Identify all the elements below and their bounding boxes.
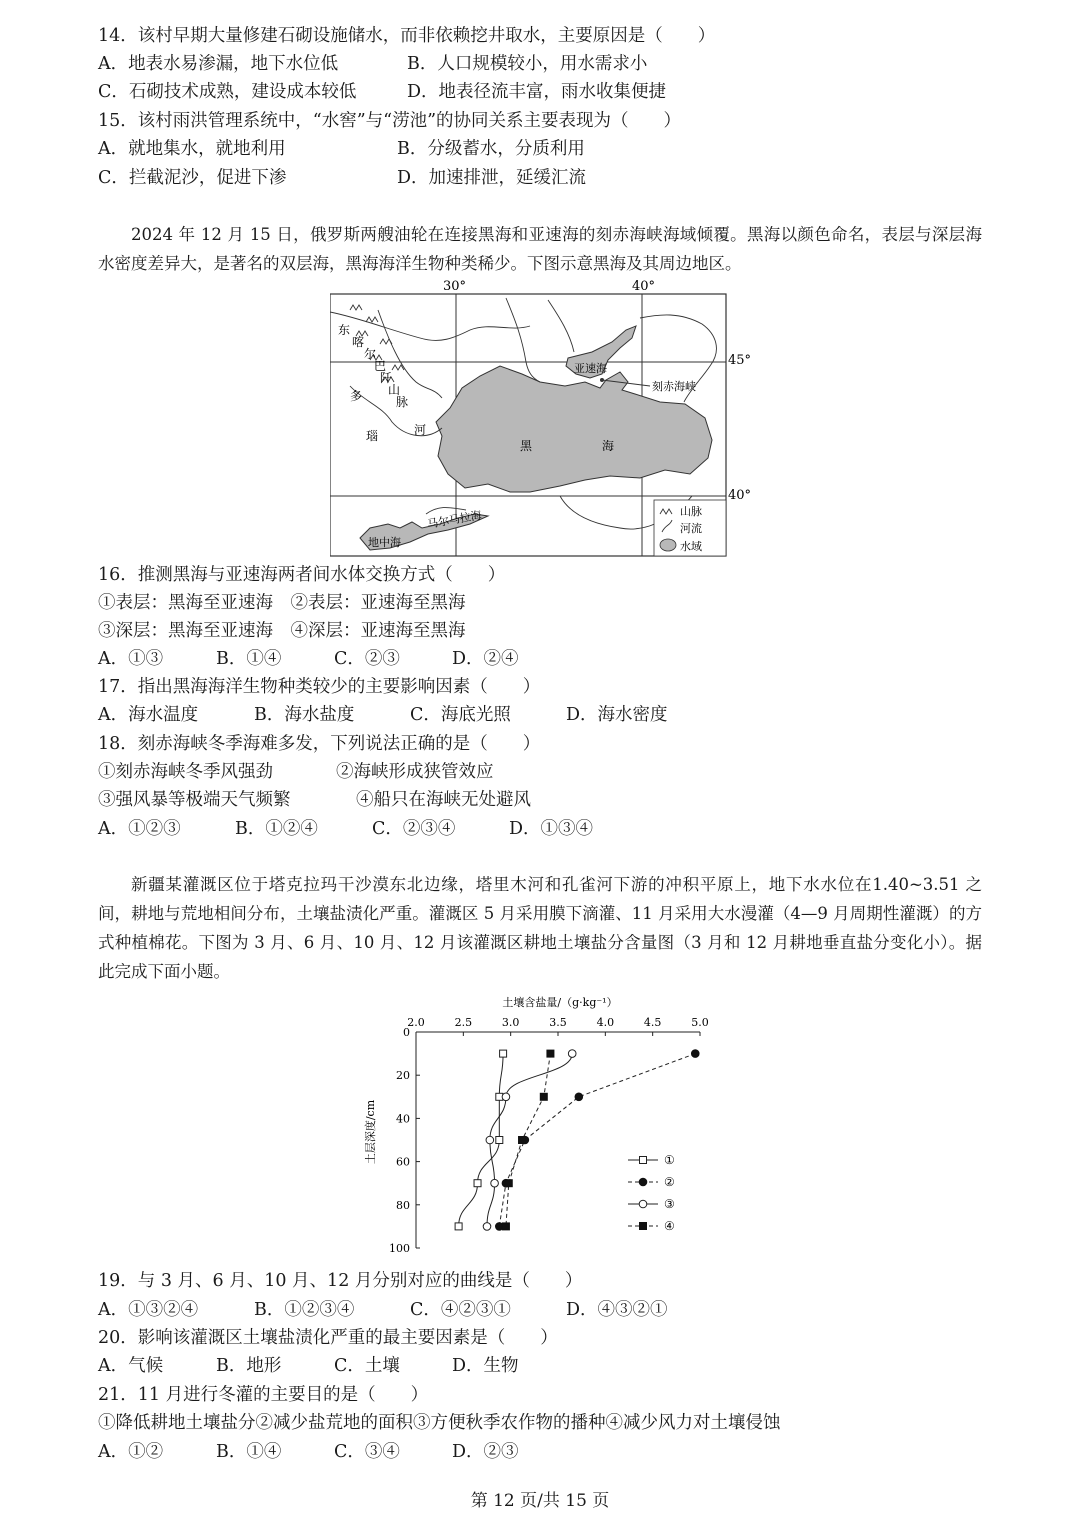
chart-point	[640, 1157, 647, 1164]
chart-point	[547, 1050, 554, 1057]
chart-x-tick-label: 4.0	[596, 1016, 615, 1029]
q18-option-d[interactable]: D．①③④	[509, 819, 594, 839]
map-label-marmara: 马尔马拉海	[426, 508, 483, 531]
q15-option-d[interactable]: D．加速排泄，延缓汇流	[397, 168, 587, 188]
q18-statement-3: ③强风暴等极端天气频繁	[98, 790, 291, 810]
map-lon-40: 40°	[632, 279, 656, 294]
map-label-char: 瑙	[366, 429, 379, 443]
q14-option-a[interactable]: A．地表水易渗漏，地下水位低	[98, 54, 339, 74]
chart-point	[568, 1050, 576, 1058]
map-label-black-sea: 海	[602, 439, 615, 453]
q21-statements: ①降低耕地土壤盐分②减少盐荒地的面积③方便秋季农作物的播种④减少风力对土壤侵蚀	[98, 1413, 781, 1433]
q16-option-a[interactable]: A．①③	[98, 649, 164, 669]
map-lat-45: 45°	[728, 353, 752, 368]
legend-river: 河流	[680, 522, 702, 535]
q20-stem: 20．影响该灌溉区土壤盐渍化严重的最主要因素是（ ）	[98, 1328, 558, 1348]
passage-xinjiang: 新疆某灌溉区位于塔克拉玛干沙漠东北边缘，塔里木河和孔雀河下游的冲积平原上，地下水水位在1.40~3.51 之间，耕地与荒地相间分布，土壤盐渍化严重。灌溉区 5 月采用膜下滴灌、11 月采用大水漫灌（4—9 月周期性灌溉）的方式种植棉花。下图为 3 月、6 月、10 月、12 月该灌溉区耕地土壤盐分含量图（3 月和 12 月耕地垂直盐分变化小）。据此完成下面小题。	[98, 875, 982, 981]
q20-option-d[interactable]: D．生物	[452, 1356, 519, 1376]
chart-point	[575, 1093, 583, 1101]
q19-option-d[interactable]: D．④③②①	[566, 1300, 668, 1320]
chart-point	[455, 1223, 462, 1230]
map-label-azov: 亚速海	[574, 362, 607, 375]
chart-legend-label: ②	[664, 1175, 675, 1189]
map-label-char: 山	[388, 383, 401, 397]
chart-legend-item	[628, 1175, 675, 1189]
chart-y-title: 土层深度/cm	[364, 1099, 377, 1165]
map-label-char: 东	[338, 323, 351, 337]
chart-x-title: 土壤含盐量/（g·kg⁻¹）	[502, 996, 618, 1009]
chart-legend-item	[628, 1219, 675, 1233]
chart-point	[505, 1180, 512, 1187]
map-label-kerch: 刻赤海峡	[652, 380, 696, 393]
legend-mountain: 山脉	[680, 505, 702, 518]
chart-point	[474, 1180, 481, 1187]
q18-stem: 18．刻赤海峡冬季海难多发，下列说法正确的是（ ）	[98, 734, 541, 754]
map-label-char: 喀	[352, 335, 365, 349]
chart-legend-item	[628, 1197, 675, 1211]
q15-option-c[interactable]: C．拦截泥沙，促进下渗	[98, 168, 287, 188]
q16-option-b[interactable]: B．①④	[216, 649, 282, 669]
q14-option-c[interactable]: C．石砌技术成熟，建设成本较低	[98, 82, 357, 102]
chart-legend-label: ①	[664, 1153, 675, 1167]
q16-statements-2: ③深层：黑海至亚速海 ④深层：亚速海至黑海	[98, 621, 466, 641]
map-legend	[654, 500, 726, 556]
q16-option-c[interactable]: C．②③	[334, 649, 400, 669]
q17-option-a[interactable]: A．海水温度	[98, 705, 199, 725]
q14-option-d[interactable]: D．地表径流丰富，雨水收集便捷	[407, 82, 667, 102]
map-lon-30: 30°	[443, 279, 467, 294]
q19-stem: 19．与 3 月、6 月、10 月、12 月分别对应的曲线是（ ）	[98, 1271, 583, 1291]
chart-x-tick-label: 2.0	[407, 1016, 425, 1029]
q15-option-a[interactable]: A．就地集水，就地利用	[98, 139, 286, 159]
chart-x-tick-label: 4.5	[643, 1016, 662, 1029]
q21-stem: 21．11 月进行冬灌的主要目的是（ ）	[98, 1385, 429, 1405]
q17-option-d[interactable]: D．海水密度	[566, 705, 668, 725]
map-label-char: 巴	[374, 359, 387, 373]
chart-point	[500, 1050, 507, 1057]
q18-option-a[interactable]: A．①②③	[98, 819, 181, 839]
map-label-char: 阡	[380, 371, 393, 385]
map-label-char: 多	[350, 389, 363, 403]
map-label-char: 河	[414, 423, 427, 437]
q20-option-c[interactable]: C．土壤	[334, 1356, 400, 1376]
black-sea-map	[330, 278, 760, 560]
q21-option-a[interactable]: A．①②	[98, 1442, 164, 1462]
map-label-black-sea: 黑	[520, 439, 533, 453]
q18-option-b[interactable]: B．①②④	[235, 819, 318, 839]
q16-option-d[interactable]: D．②④	[452, 649, 519, 669]
legend-water: 水域	[680, 540, 702, 553]
chart-y-tick-label: 80	[396, 1198, 410, 1212]
map-label-char: 脉	[396, 395, 409, 409]
chart-legend-item	[628, 1153, 675, 1167]
q16-statements-1: ①表层：黑海至亚速海 ②表层：亚速海至黑海	[98, 593, 466, 613]
q14-option-b[interactable]: B．人口规模较小，用水需求小	[407, 54, 648, 74]
chart-y-tick-label: 100	[389, 1242, 410, 1254]
chart-x-tick-label: 3.5	[549, 1016, 567, 1029]
q18-statement-2: ②海峡形成狭管效应	[336, 762, 494, 782]
q17-option-c[interactable]: C．海底光照	[410, 705, 511, 725]
chart-point	[483, 1223, 491, 1231]
chart-y-tick-label: 40	[396, 1112, 410, 1126]
q15-option-b[interactable]: B．分级蓄水，分质利用	[397, 139, 585, 159]
chart-y-tick-label: 60	[396, 1155, 410, 1169]
q19-option-a[interactable]: A．①③②④	[98, 1300, 199, 1320]
q14-stem: 14．该村早期大量修建石砌设施储水，而非依赖挖井取水，主要原因是（ ）	[98, 26, 716, 46]
chart-series-1	[455, 1050, 506, 1230]
q19-option-c[interactable]: C．④②③①	[410, 1300, 511, 1320]
map-lat-40: 40°	[728, 488, 752, 503]
q21-option-c[interactable]: C．③④	[334, 1442, 400, 1462]
q17-stem: 17．指出黑海海洋生物种类较少的主要影响因素（ ）	[98, 677, 541, 697]
chart-point	[640, 1223, 647, 1230]
chart-x-tick-label: 5.0	[691, 1016, 709, 1029]
map-label-mediterranean: 地中海	[368, 536, 401, 549]
chart-legend-label: ③	[664, 1197, 675, 1211]
q21-option-d[interactable]: D．②③	[452, 1442, 519, 1462]
chart-point	[502, 1223, 509, 1230]
chart-point	[639, 1200, 647, 1208]
chart-point	[540, 1093, 547, 1100]
passage-black-sea: 2024 年 12 月 15 日，俄罗斯两艘油轮在连接黑海和亚速海的刻赤海峡海域倾覆。黑海以颜色命名，表层与深层海水密度差异大，是著名的双层海，黑海海洋生物种类稀少。下图示意黑海及其周边地区。	[98, 225, 982, 273]
q15-stem: 15．该村雨洪管理系统中，“水窖”与“涝池”的协同关系主要表现为（ ）	[98, 111, 682, 131]
chart-legend-label: ④	[664, 1219, 675, 1233]
q17-option-b[interactable]: B．海水盐度	[254, 705, 355, 725]
q21-option-b[interactable]: B．①④	[216, 1442, 282, 1462]
q18-option-c[interactable]: C．②③④	[372, 819, 456, 839]
soil-salt-chart	[360, 992, 720, 1254]
chart-x-tick-label: 3.0	[501, 1016, 520, 1029]
q20-option-b[interactable]: B．地形	[216, 1356, 282, 1376]
q18-statement-1: ①刻赤海峡冬季风强劲	[98, 762, 273, 782]
q20-option-a[interactable]: A．气候	[98, 1356, 164, 1376]
chart-point	[491, 1179, 499, 1187]
chart-point	[502, 1093, 510, 1101]
map-label-char: 尔	[364, 347, 377, 361]
page-footer: 第 12 页/共 15 页	[470, 1491, 610, 1511]
chart-point	[496, 1137, 503, 1144]
chart-y-tick-label: 20	[396, 1069, 410, 1083]
q18-statement-4: ④船只在海峡无处避风	[356, 790, 531, 810]
chart-x-tick-label: 2.5	[454, 1016, 473, 1029]
q16-stem: 16．推测黑海与亚速海两者间水体交换方式（ ）	[98, 565, 506, 585]
chart-y-tick-label: 0	[403, 1026, 410, 1039]
chart-point	[691, 1050, 699, 1058]
chart-point	[519, 1137, 526, 1144]
chart-point	[639, 1178, 647, 1186]
q19-option-b[interactable]: B．①②③④	[254, 1300, 355, 1320]
chart-point	[486, 1136, 494, 1144]
